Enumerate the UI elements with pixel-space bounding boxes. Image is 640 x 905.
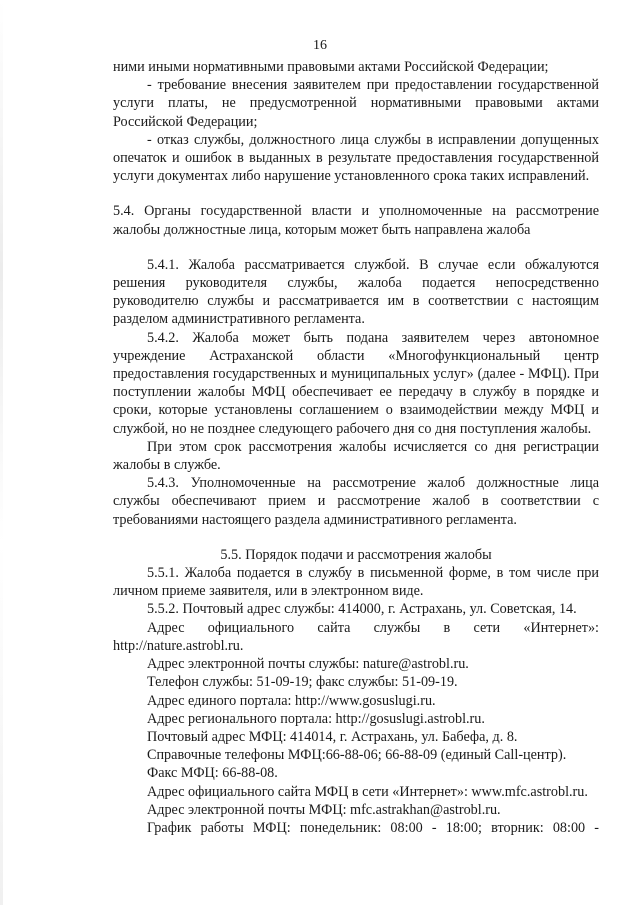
paragraph: График работы МФЦ: понедельник: 08:00 - 18:00; вторник: 08:00 -	[147, 819, 599, 836]
paragraph: Адрес официального сайта службы в сети «Интернет»: http://nature.astrobl.ru.	[113, 619, 599, 654]
paragraph: 5.4.1. Жалоба рассматривается службой. В случае если обжалуются решения руководителя службы, жалоба подается непосредственно руководителю службы и рассматривается им в соответствии с настоящим разделом административного регламента.	[113, 256, 599, 328]
paragraph: 5.5.1. Жалоба подается в службу в письменной форме, в том числе при личном приеме заявителя, или в электронном виде.	[113, 565, 599, 600]
paragraph: - отказ службы, должностного лица службы в исправлении допущенных опечаток и ошибок в выданных в результате предоставления государственной услуги документах либо нарушение установленного срока таких исправлений.	[113, 131, 599, 185]
paragraph: ними иными нормативными правовыми актами Российской Федерации;	[113, 59, 549, 75]
paragraph: Адрес электронной почты службы: nature@astrobl.ru.	[147, 656, 469, 673]
paragraph: - требование внесения заявителем при предоставлении государственной услуги платы, не предусмотренной нормативными правовыми актами Российской Федерации;	[113, 77, 599, 130]
section-heading-5-5: 5.5. Порядок подачи и рассмотрения жалобы	[220, 546, 492, 563]
document-body	[113, 58, 599, 837]
paragraph: При этом срок рассмотрения жалобы исчисляется со дня регистрации жалобы в службе.	[113, 438, 599, 474]
paragraph: Адрес единого портала: http://www.gosuslugi.ru.	[147, 692, 436, 709]
paragraph: 5.4.2. Жалоба может быть подана заявителем через автономное учреждение Астраханской области «Многофункциональный центр предоставления государственных и муниципальных услуг» (далее - МФЦ). При поступлении жалобы МФЦ обеспечивает ее передачу в службу в порядке и сроки, которые установлены соглашением о взаимодействии между МФЦ и службой, но не позднее следующего рабочего дня со дня поступления жалобы.	[113, 329, 599, 437]
paragraph: Адрес регионального портала: http://gosuslugi.astrobl.ru.	[147, 710, 485, 727]
paragraph: Адрес электронной почты МФЦ: mfc.astrakhan@astrobl.ru.	[147, 801, 501, 818]
paragraph: 5.4.3. Уполномоченные на рассмотрение жалоб должностные лица службы обеспечивают прием и рассмотрение жалоб в соответствии с требованиями настоящего раздела административного регламента.	[113, 475, 599, 528]
page-number: 16	[313, 38, 327, 53]
paragraph: Факс МФЦ: 66-88-08.	[147, 765, 278, 782]
paragraph: 5.5.2. Почтовый адрес службы: 414000, г. Астрахань, ул. Советская, 14.	[147, 601, 577, 618]
scan-edge	[0, 0, 3, 905]
paragraph: Справочные телефоны МФЦ:66-88-06; 66-88-09 (единый Call-центр).	[147, 747, 567, 764]
section-heading-5-4: 5.4. Органы государственной власти и уполномоченные на рассмотрение жалобы должностные лица, которым может быть направлена жалоба	[113, 203, 599, 238]
paragraph: Адрес официального сайта МФЦ в сети «Интернет»: www.mfc.astrobl.ru.	[147, 783, 588, 800]
paragraph: Телефон службы: 51-09-19; факс службы: 51-09-19.	[147, 674, 458, 691]
paragraph: Почтовый адрес МФЦ: 414014, г. Астрахань, ул. Бабефа, д. 8.	[147, 728, 518, 745]
